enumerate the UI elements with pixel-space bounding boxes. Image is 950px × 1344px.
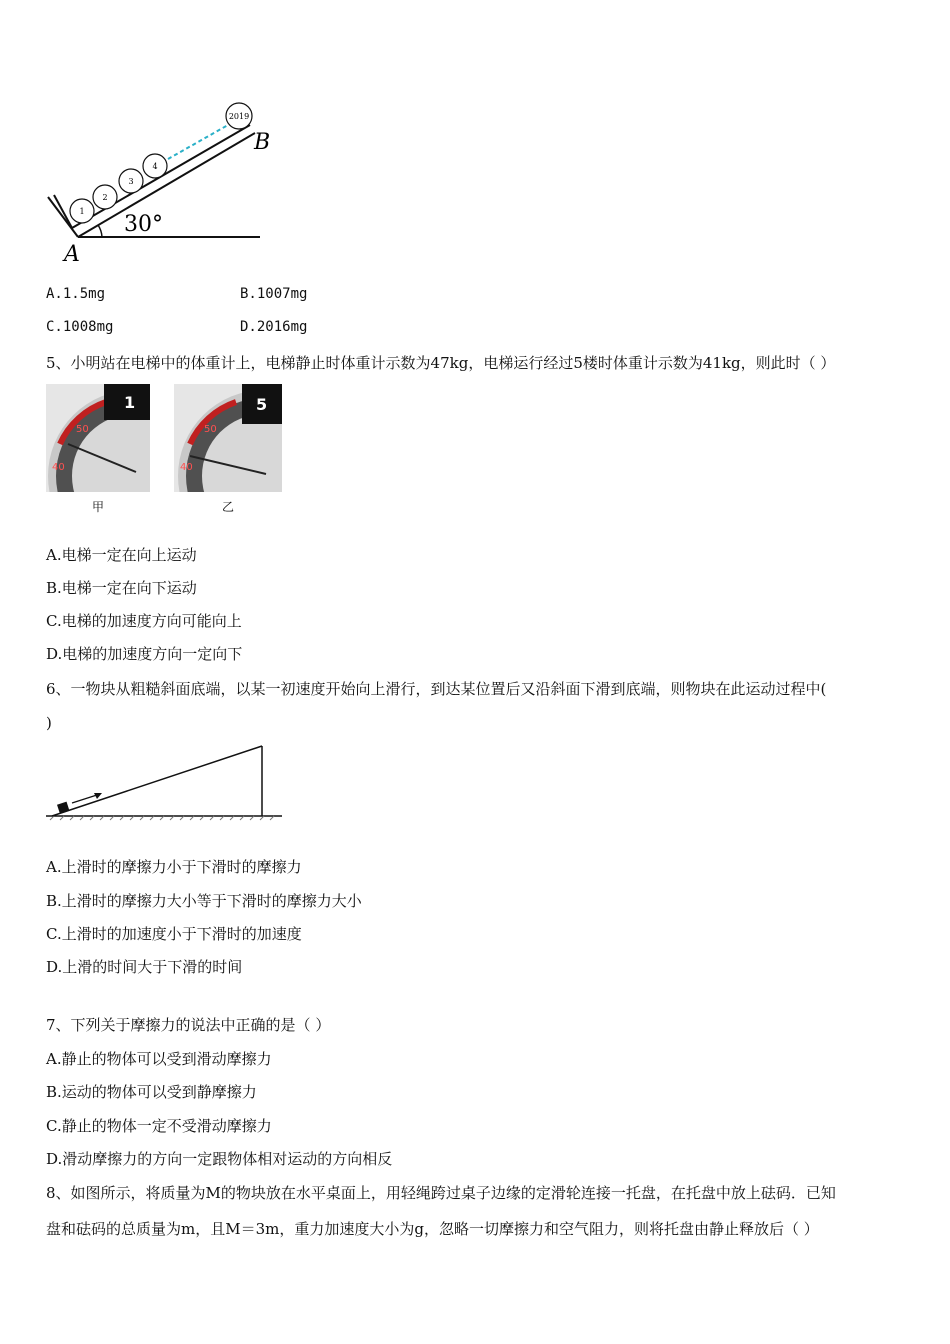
rough-incline-figure (44, 740, 284, 826)
point-a-label: A (64, 242, 80, 267)
q5-option-a: A.电梯一定在向上运动 (46, 546, 197, 564)
q6-stem-line2: ) (46, 714, 52, 732)
q7-option-a: A.静止的物体可以受到滑动摩擦力 (46, 1050, 272, 1068)
q6-option-d: D.上滑的时间大于下滑的时间 (46, 958, 243, 976)
q5-option-b: B.电梯一定在向下运动 (46, 579, 197, 597)
q8-stem-line2: 盘和砝码的总质量为m，且M＝3m，重力加速度大小为g，忽略一切摩擦力和空气阻力，则将托盘由静止释放后（ ） (46, 1220, 819, 1238)
q4-option-c: C.1008mg (46, 319, 114, 335)
q6-stem-line1: 6、一物块从粗糙斜面底端，以某一初速度开始向上滑行，到达某位置后又沿斜面下滑到底端，则物块在此运动过程中( (46, 680, 827, 698)
photo-left-caption: 甲 (92, 500, 105, 514)
photo-right-tick-high: 50 (204, 424, 217, 435)
q4-option-a: A.1.5mg (46, 286, 106, 302)
photo-left-tick-low: 40 (52, 462, 65, 473)
ball-1-label: 1 (79, 207, 85, 216)
q4-option-d: D.2016mg (240, 319, 308, 335)
photo-left-floor: 1 (124, 393, 136, 412)
ball-2019-label: 2019 (228, 112, 250, 121)
q6-option-a: A.上滑时的摩擦力小于下滑时的摩擦力 (46, 858, 302, 876)
angle-label: 30° (124, 212, 163, 237)
q5-stem: 5、小明站在电梯中的体重计上，电梯静止时体重计示数为47kg，电梯运行经过5楼时体重计示数为41kg，则此时（ ） (46, 354, 836, 372)
q8-stem-line1: 8、如图所示，将质量为M的物块放在水平桌面上，用轻绳跨过桌子边缘的定滑轮连接一托盘，在托盘中放上砝码．已知 (46, 1184, 836, 1202)
scale-photo-left (46, 384, 150, 492)
photo-right-tick-low: 40 (180, 462, 193, 473)
ball-4-label: 4 (152, 162, 158, 171)
q5-option-c: C.电梯的加速度方向可能向上 (46, 612, 242, 630)
q6-option-c: C.上滑时的加速度小于下滑时的加速度 (46, 925, 302, 943)
photo-left-tick-high: 50 (76, 424, 89, 435)
incline-balls-figure (40, 95, 280, 270)
scale-photo-right (174, 384, 282, 492)
q4-option-b: B.1007mg (240, 286, 308, 302)
q7-option-b: B.运动的物体可以受到静摩擦力 (46, 1083, 257, 1101)
ball-2-label: 2 (102, 193, 108, 202)
point-b-label: B (254, 130, 271, 155)
q5-option-d: D.电梯的加速度方向一定向下 (46, 645, 243, 663)
q7-stem: 7、下列关于摩擦力的说法中正确的是（ ） (46, 1016, 331, 1034)
ball-3-label: 3 (128, 177, 134, 186)
photo-right-floor: 5 (256, 395, 268, 414)
q6-option-b: B.上滑时的摩擦力大小等于下滑时的摩擦力大小 (46, 892, 362, 910)
photo-right-caption: 乙 (222, 500, 235, 514)
q7-option-d: D.滑动摩擦力的方向一定跟物体相对运动的方向相反 (46, 1150, 393, 1168)
q7-option-c: C.静止的物体一定不受滑动摩擦力 (46, 1117, 272, 1135)
